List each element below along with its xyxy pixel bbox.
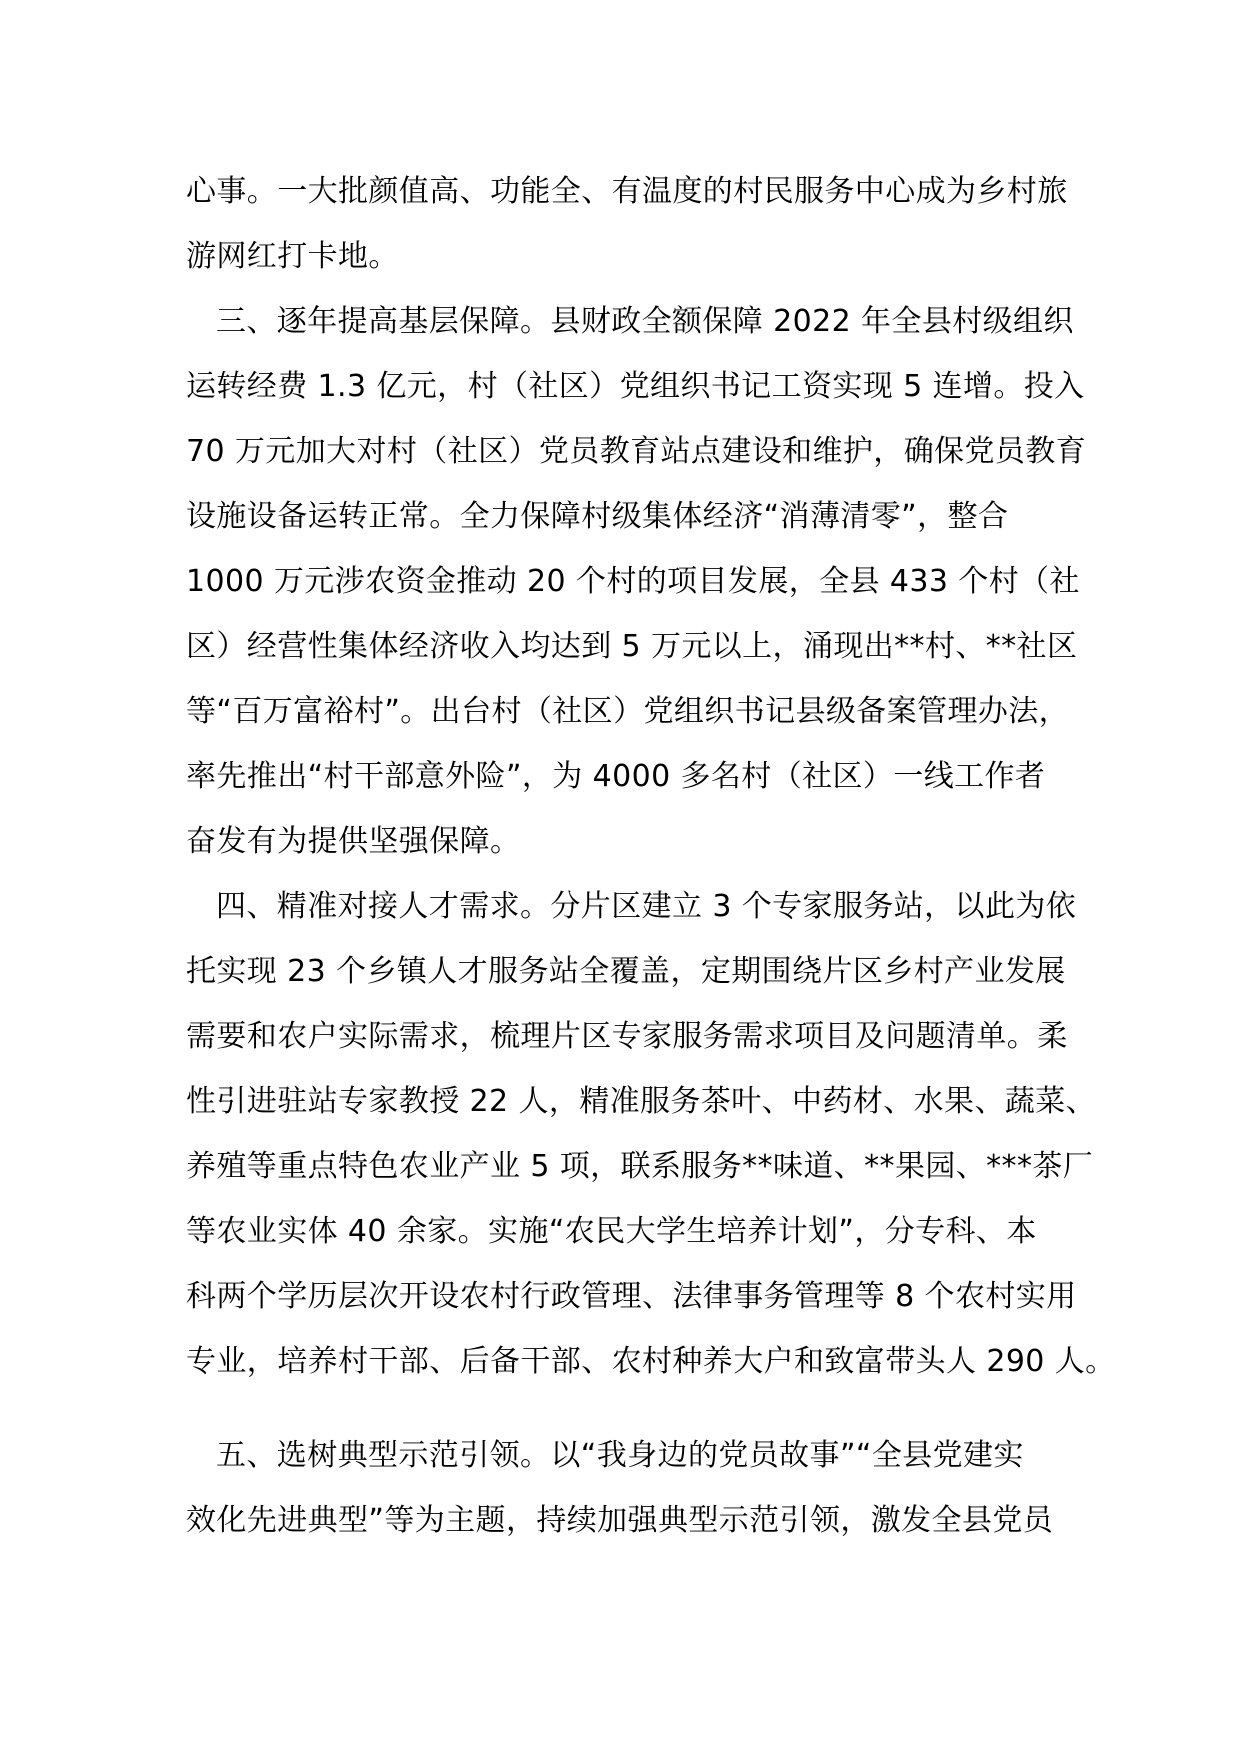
text-line: 设施设备运转正常。全力保障村级集体经济“消薄清零”，整合	[186, 499, 1009, 534]
text-line: 游网红打卡地。	[186, 239, 399, 274]
text-line: 养殖等重点特色农业产业 5 项，联系服务**味道、**果园、***茶厂	[186, 1149, 1094, 1184]
text-line: 率先推出“村干部意外险”，为 4000 多名村（社区）一线工作者	[186, 759, 1046, 794]
text-line: 性引进驻站专家教授 22 人，精准服务茶叶、中药材、水果、蔬菜、	[186, 1084, 1097, 1119]
text-line: 奋发有为提供坚强保障。	[186, 824, 521, 859]
text-line: 专业，培养村干部、后备干部、农村种养大户和致富带头人 290 人。	[186, 1344, 1116, 1379]
text-line: 区）经营性集体经济收入均达到 5 万元以上，涌现出**村、**社区	[186, 629, 1078, 664]
text-line: 1000 万元涉农资金推动 20 个村的项目发展，全县 433 个村（社	[186, 564, 1080, 599]
paragraph-heading-line: 四、精准对接人才需求。分片区建立 3 个专家服务站，以此为依	[216, 889, 1077, 924]
text-line: 心事。一大批颜值高、功能全、有温度的村民服务中心成为乡村旅	[186, 174, 1068, 209]
text-line: 等农业实体 40 余家。实施“农民大学生培养计划”，分专科、本	[186, 1214, 1037, 1249]
text-line: 需要和农户实际需求，梳理片区专家服务需求项目及问题清单。柔	[186, 1019, 1068, 1054]
text-line: 70 万元加大对村（社区）党员教育站点建设和维护，确保党员教育	[186, 434, 1087, 469]
text-line: 科两个学历层次开设农村行政管理、法律事务管理等 8 个农村实用	[186, 1279, 1077, 1314]
text-line: 效化先进典型”等为主题，持续加强典型示范引领，激发全县党员	[186, 1503, 1054, 1538]
paragraph-heading-line: 三、逐年提高基层保障。县财政全额保障 2022 年全县村级组织	[216, 304, 1074, 339]
text-line: 等“百万富裕村”。出台村（社区）党组织书记县级备案管理办法，	[186, 694, 1070, 729]
text-line: 运转经费 1.3 亿元，村（社区）党组织书记工资实现 5 连增。投入	[186, 369, 1085, 404]
paragraph-heading-line: 五、选树典型示范引领。以“我身边的党员故事”“全县党建实	[216, 1438, 1024, 1473]
text-line: 托实现 23 个乡镇人才服务站全覆盖，定期围绕片区乡村产业发展	[186, 954, 1066, 989]
